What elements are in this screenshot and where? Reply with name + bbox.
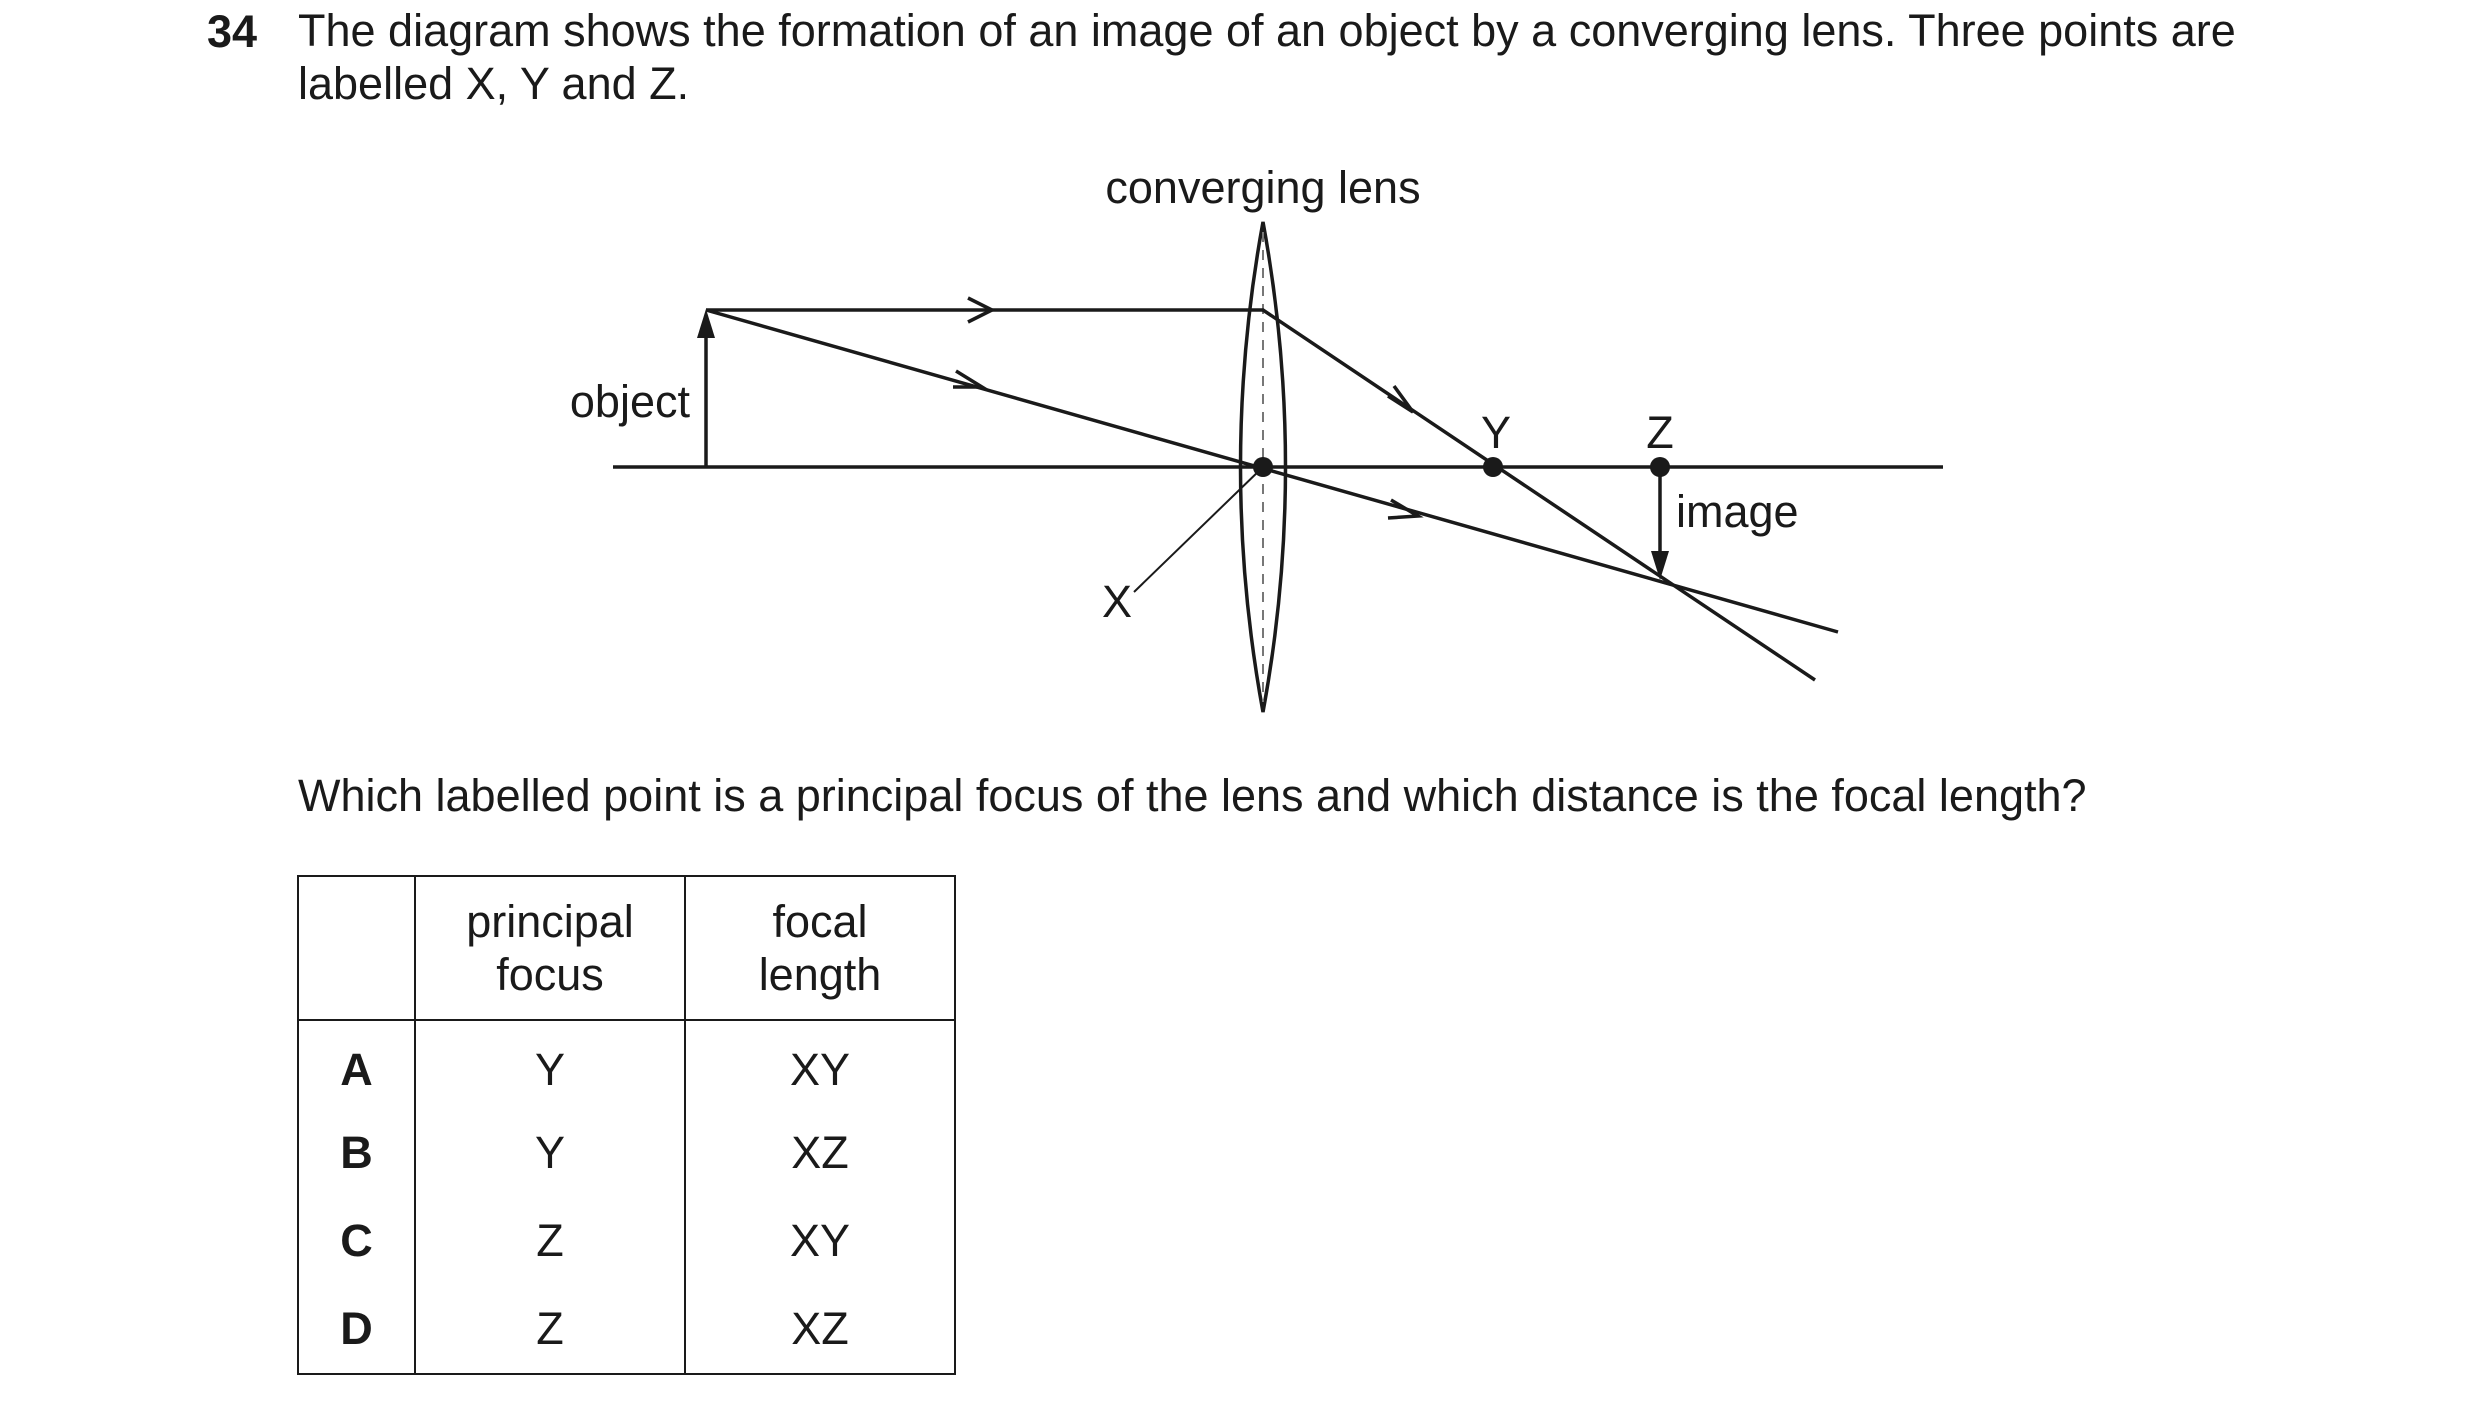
lens-label: converging lens (1105, 162, 1421, 213)
question-stem: The diagram shows the formation of an image of an object by a converging lens. Three points are labelled X, Y and Z. (298, 5, 2236, 109)
principal-focus-value: Z (415, 1197, 685, 1285)
object-label: object (569, 376, 690, 427)
point-z-dot (1650, 457, 1670, 477)
header-principal-focus-line2: focus (496, 949, 604, 1000)
option-letter: B (298, 1109, 415, 1197)
principal-focus-value: Y (415, 1020, 685, 1109)
point-z-label: Z (1646, 407, 1674, 458)
header-blank (298, 876, 415, 1020)
focal-length-value: XZ (685, 1109, 955, 1197)
focal-length-value: XZ (685, 1285, 955, 1374)
point-x-dot (1253, 457, 1273, 477)
header-focal-length-line1: focal (772, 896, 868, 947)
header-focal-length (685, 876, 955, 1020)
focal-length-value: XY (685, 1020, 955, 1109)
ray-arrow-mark (1388, 386, 1413, 412)
point-x-label: X (1101, 576, 1133, 627)
question-number: 34 (207, 6, 258, 57)
header-focal-length-line2: length (758, 949, 882, 1000)
image-label: image (1676, 486, 1799, 537)
header-principal-focus-line1: principal (466, 896, 634, 947)
principal-focus-value: Z (415, 1285, 685, 1374)
point-y-label: Y (1480, 407, 1512, 458)
option-row-d[interactable] (298, 1285, 955, 1374)
point-y-dot (1483, 457, 1503, 477)
header-principal-focus (415, 876, 685, 1020)
question-prompt: Which labelled point is a principal focus of the lens and which distance is the focal length? (298, 770, 2087, 821)
ray-parallel (706, 310, 1815, 680)
principal-focus-value: Y (415, 1109, 685, 1197)
option-letter: C (298, 1197, 415, 1285)
table-header-row (298, 876, 955, 1020)
option-row-c[interactable] (298, 1197, 955, 1285)
option-row-a[interactable] (298, 1020, 955, 1109)
option-letter: D (298, 1285, 415, 1374)
focal-length-value: XY (685, 1197, 955, 1285)
ray-arrow-mark (1388, 500, 1418, 518)
option-row-b[interactable] (298, 1109, 955, 1197)
answer-options-table (297, 875, 956, 1375)
option-letter: A (298, 1020, 415, 1109)
